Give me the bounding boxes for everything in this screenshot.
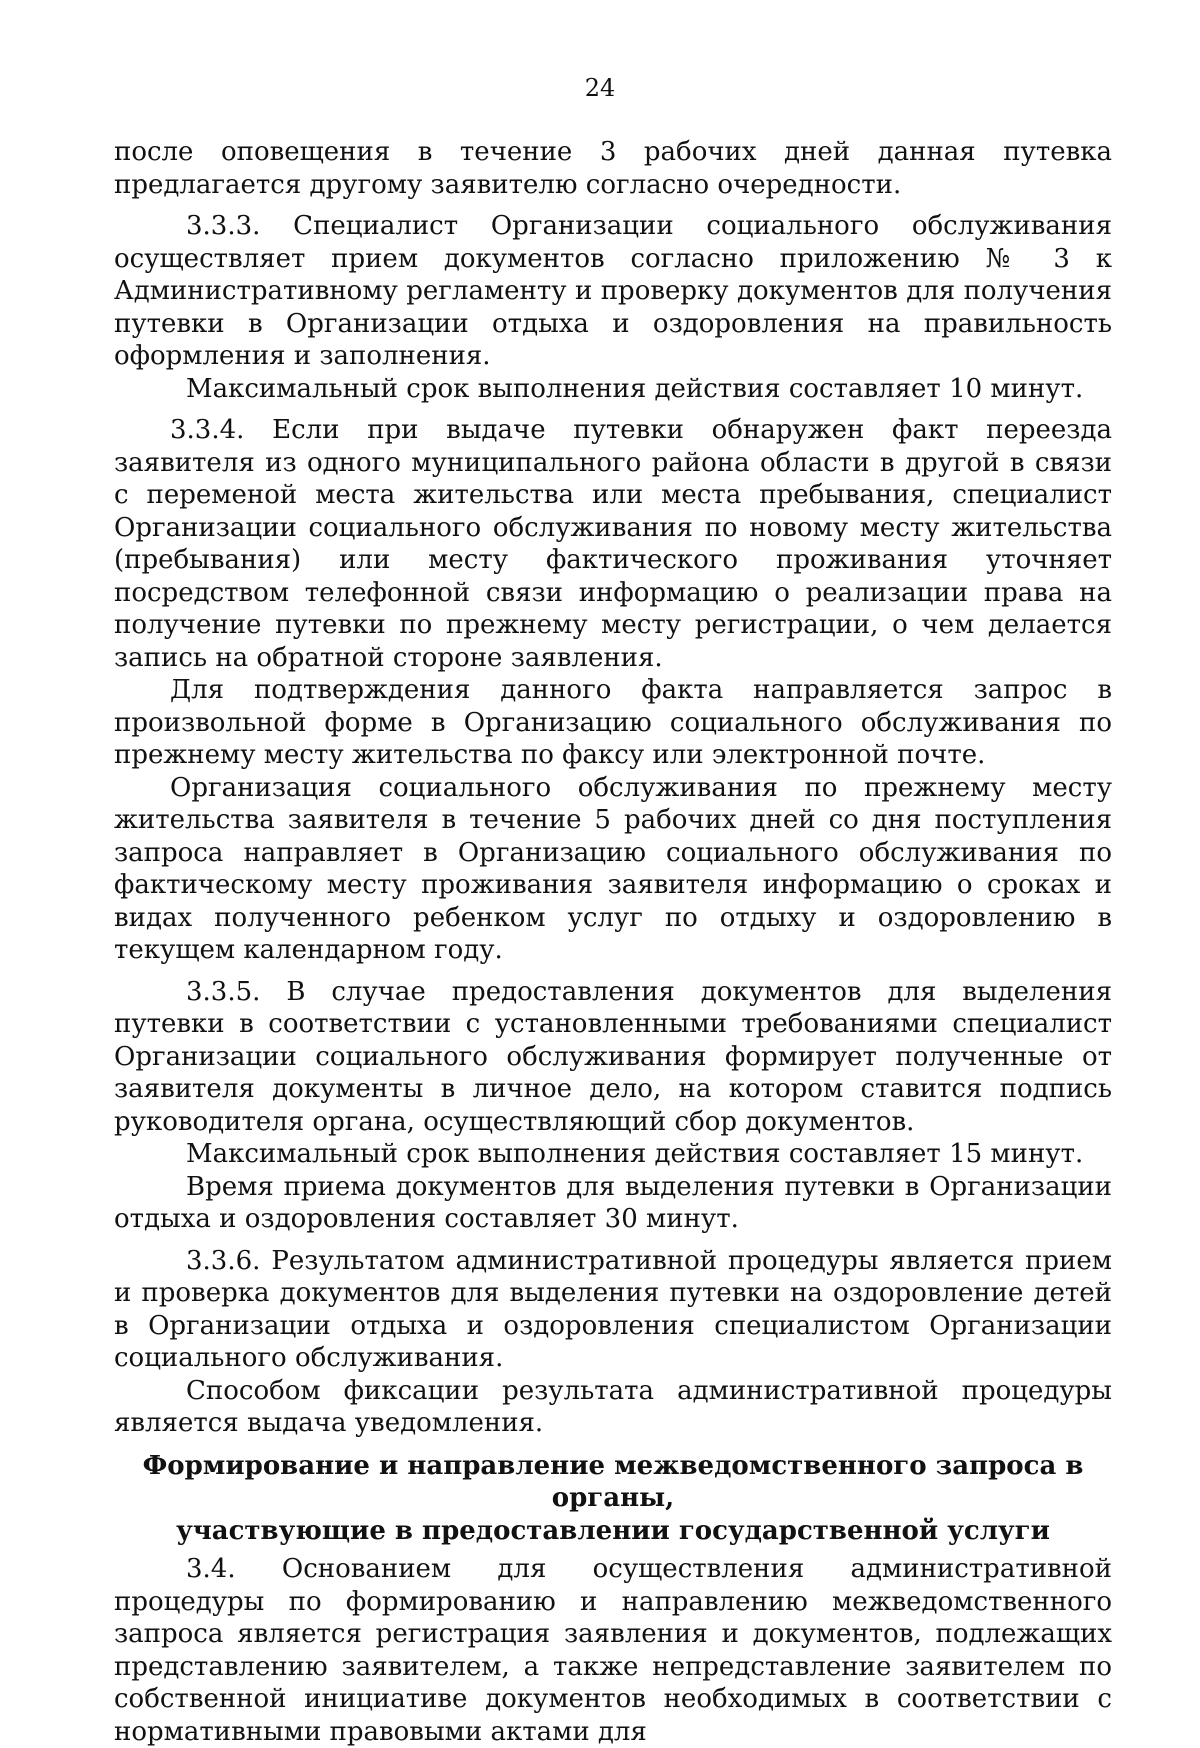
page-number: 24: [584, 74, 616, 102]
paragraph-fixation-method: Способом фиксации результата административной процедуры является выдача уведомления.: [114, 1375, 1112, 1438]
paragraph-max-time-10: Максимальный срок выполнения действия составляет 10 минут.: [186, 373, 1084, 404]
paragraph-3-3-5: 3.3.5. В случае предоставления документов для выделения путевки в соответствии с установленными требованиями специалист Организации социального обслуживания формирует полученные от заявителя документы в личное дело, на котором ставится подпись руководителя органа, осуществляющий сбор документов.: [114, 976, 1112, 1137]
paragraph-reception-time: Время приема документов для выделения путевки в Организации отдыха и оздоровления составляет 30 минут.: [114, 1171, 1112, 1234]
paragraph-3-3-4: 3.3.4. Если при выдаче путевки обнаружен факт переезда заявителя из одного муниципального района области в другой в связи с переменой места жительства или места пребывания, специалист Организации социального обслуживания по новому месту жительства (пребывания) или месту фактического проживания уточняет посредством телефонной связи информацию о реализации права на получение путевки по прежнему месту регистрации, о чем делается запись на обратной стороне заявления.: [114, 415, 1112, 673]
paragraph-3-3-3: 3.3.3. Специалист Организации социального обслуживания осуществляет прием документов согласно приложению № 3 к Административному регламенту и проверку документов для получения путевки в Организации отдыха и оздоровления на правильность оформления и заполнения.: [114, 211, 1112, 371]
paragraph-organization-response: Организация социального обслуживания по прежнему месту жительства заявителя в течение 5 рабочих дней со дня поступления запроса направляет в Организацию социального обслуживания по фактическому месту проживания заявителя информацию о сроках и видах полученного ребенком услуг по отдыху и оздоровлению в текущем календарном году.: [114, 772, 1112, 965]
section-heading-line-1: Формирование и направление межведомственного запроса в органы,: [142, 1450, 1084, 1513]
paragraph-3-3-6: 3.3.6. Результатом административной процедуры является прием и проверка документов для выделения путевки на оздоровление детей в Организации отдыха и оздоровления специалистом Организации социального обслуживания.: [114, 1245, 1112, 1373]
document-body: [114, 136, 1112, 1748]
section-heading: [114, 1450, 1112, 1548]
paragraph-max-time-15: Максимальный срок выполнения действия составляет 15 минут.: [186, 1139, 1084, 1169]
paragraph-3-4: 3.4. Основанием для осуществления административной процедуры по формированию и направлению межведомственного запроса является регистрация заявления и документов, подлежащих представлению заявителем, а также непредставление заявителем по собственной инициативе документов необходимых в соответствии с нормативными правовыми актами для: [114, 1554, 1112, 1747]
paragraph-request-confirmation: Для подтверждения данного факта направляется запрос в произвольной форме в Организацию социального обслуживания по прежнему месту жительства по факсу или электронной почте.: [114, 675, 1112, 770]
paragraph-continuation: после оповещения в течение 3 рабочих дней данная путевка предлагается другому заявителю согласно очередности.: [114, 137, 1112, 200]
section-heading-line-2: участвующие в предоставлении государственной услуги: [176, 1515, 1050, 1546]
